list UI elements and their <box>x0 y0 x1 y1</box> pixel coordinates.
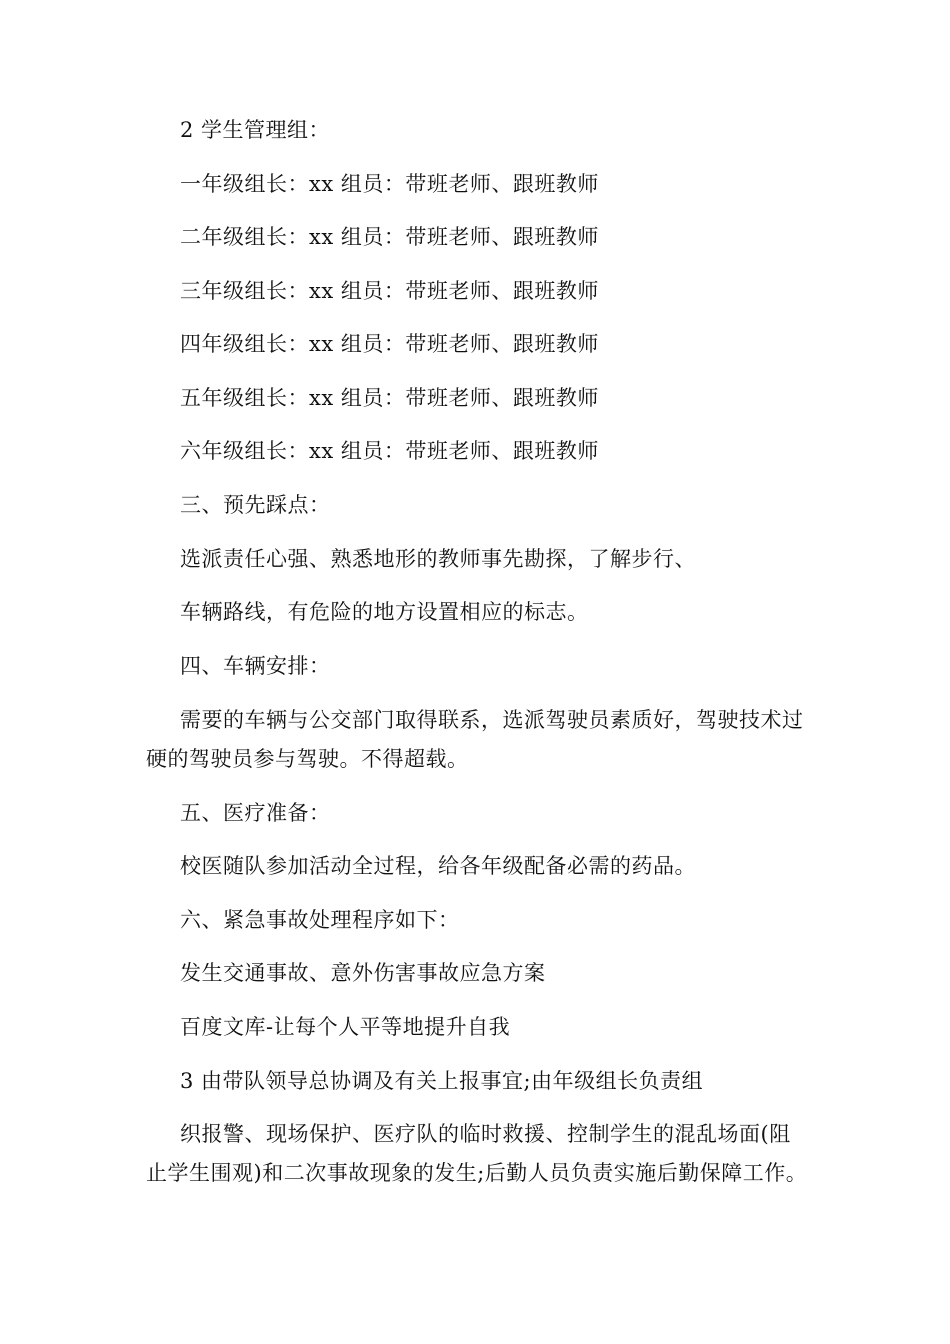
paragraph-vehicles-2: 硬的驾驶员参与驾驶。不得超载。 <box>146 747 469 771</box>
grade-5-group: 五年级组长：xx 组员：带班老师、跟班教师 <box>180 386 599 410</box>
paragraph-emergency-3: 止学生围观)和二次事故现象的发生;后勤人员负责实施后勤保障工作。 <box>146 1161 808 1185</box>
watermark-slogan: 百度文库-让每个人平等地提升自我 <box>180 1015 511 1039</box>
heading-medical: 五、医疗准备： <box>180 801 331 825</box>
paragraph-vehicles-1: 需要的车辆与公交部门取得联系，选派驾驶员素质好，驾驶技术过 <box>180 708 804 732</box>
paragraph-site-survey-2: 车辆路线，有危险的地方设置相应的标志。 <box>180 600 589 624</box>
emergency-plan-title: 发生交通事故、意外伤害事故应急方案 <box>180 961 546 985</box>
grade-2-group: 二年级组长：xx 组员：带班老师、跟班教师 <box>180 225 599 249</box>
paragraph-emergency-2: 织报警、现场保护、医疗队的临时救援、控制学生的混乱场面(阻 <box>180 1122 791 1146</box>
grade-6-group: 六年级组长：xx 组员：带班老师、跟班教师 <box>180 439 599 463</box>
section-student-management: 2 学生管理组： <box>180 118 331 142</box>
grade-3-group: 三年级组长：xx 组员：带班老师、跟班教师 <box>180 279 599 303</box>
heading-emergency: 六、紧急事故处理程序如下： <box>180 908 460 932</box>
paragraph-site-survey-1: 选派责任心强、熟悉地形的教师事先勘探，了解步行、 <box>180 547 696 571</box>
paragraph-emergency-1: 3 由带队领导总协调及有关上报事宜;由年级组长负责组 <box>180 1069 704 1093</box>
paragraph-medical: 校医随队参加活动全过程，给各年级配备必需的药品。 <box>180 854 696 878</box>
grade-1-group: 一年级组长：xx 组员：带班老师、跟班教师 <box>180 172 599 196</box>
grade-4-group: 四年级组长：xx 组员：带班老师、跟班教师 <box>180 332 599 356</box>
heading-site-survey: 三、预先踩点： <box>180 493 331 517</box>
heading-vehicles: 四、车辆安排： <box>180 654 331 678</box>
